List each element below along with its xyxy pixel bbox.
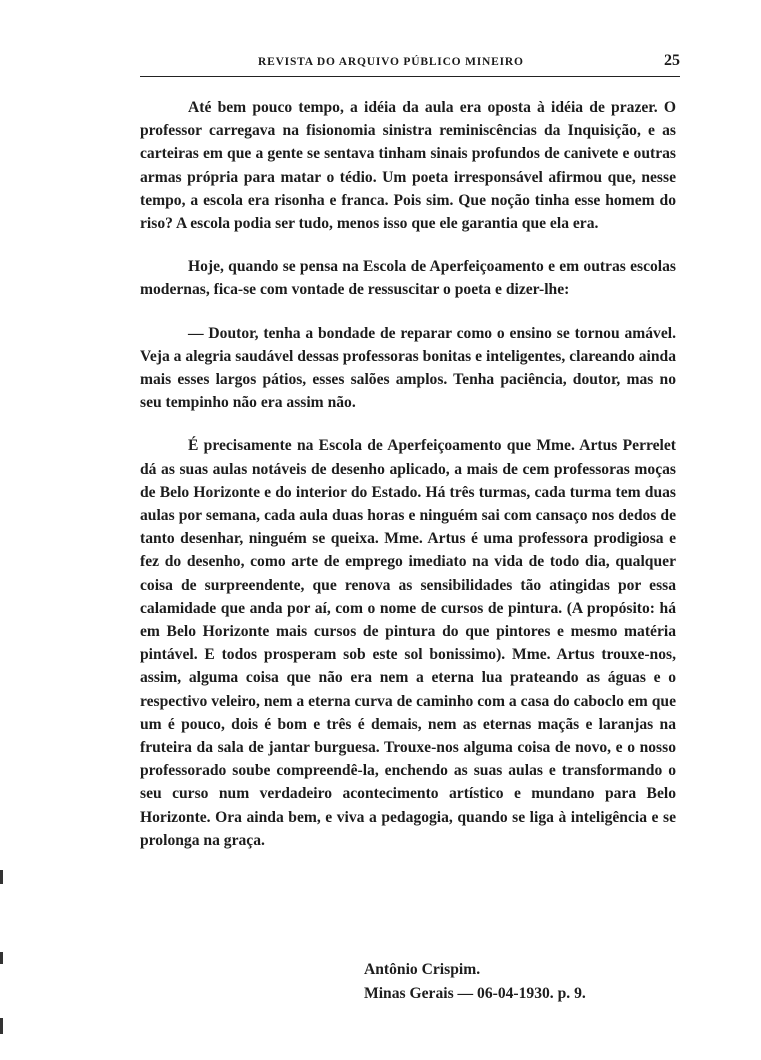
journal-title: REVISTA DO ARQUIVO PÚBLICO MINEIRO [258, 56, 524, 68]
article-body [140, 96, 676, 852]
running-header [140, 52, 680, 77]
scan-margin-mark [0, 870, 3, 884]
source-citation: Minas Gerais — 06-04-1930. p. 9. [364, 985, 586, 1002]
scan-margin-mark [0, 1018, 3, 1034]
paragraph-1: Até bem pouco tempo, a idéia da aula era oposta à idéia de prazer. O professor carregava na fisionomia sinistra reminiscências da Inquisição, e as carteiras em que a gente se sentava tinham sinais profundos de canivete e outras armas própria para matar o tédio. Um poeta irresponsável afirmou que, nesse tempo, a escola era risonha e franca. Pois sim. Que noção tinha esse homem do riso? A escola podia ser tudo, menos isso que ele garantia que ela era. [140, 99, 676, 233]
signature-block [364, 958, 586, 1006]
page-number: 25 [664, 52, 680, 69]
author-name: Antônio Crispim. [364, 961, 481, 978]
paragraph-4: É precisamente na Escola de Aperfeiçoamento que Mme. Artus Perrelet dá as suas aulas notáveis de desenho aplicado, a mais de cem professoras moças de Belo Horizonte e do interior do Estado. Há três turmas, cada turma tem duas aulas por semana, cada aula duas horas e ninguém sai com cansaço nos dedos de tanto desenhar, ninguém se queixa. Mme. Artus é uma professora prodigiosa e fez do desenho, como arte de emprego imediato na vida de todo dia, qualquer coisa de surpreendente, que renova as sensibilidades tão atingidas por essa calamidade que anda por aí, com o nome de cursos de pintura. (A propósito: há em Belo Horizonte mais cursos de pintura do que pintores e mesmo matéria pintável. E todos prosperam sob este sol bonissimo). Mme. Artus trouxe-nos, assim, alguma coisa que não era nem a eterna lua prateando as águas e o respectivo veleiro, nem a eterna curva de caminho com a casa do caboclo em que um é pouco, dois é bom e três é demais, nem as eternas maçãs e laranjas na fruteira da sala de jantar burguesa. Trouxe-nos alguma coisa de novo, e o nosso professorado soube compreendê-la, enchendo as suas aulas e transformando o seu curso num verdadeiro acontecimento artístico e mundano para Belo Horizonte. Ora ainda bem, e viva a pedagogia, quando se liga à inteligência e se prolonga na graça. [140, 437, 676, 849]
scan-margin-mark [0, 952, 3, 964]
paragraph-2: Hoje, quando se pensa na Escola de Aperfeiçoamento e em outras escolas modernas, fica-se com vontade de ressuscitar o poeta e dizer-lhe: [140, 258, 676, 299]
paragraph-3: — Doutor, tenha a bondade de reparar como o ensino se tornou amável. Veja a alegria saudável dessas professoras bonitas e inteligentes, clareando ainda mais esses largos pátios, esses salões amplos. Tenha paciência, doutor, mas no seu tempinho não era assim não. [140, 324, 676, 412]
